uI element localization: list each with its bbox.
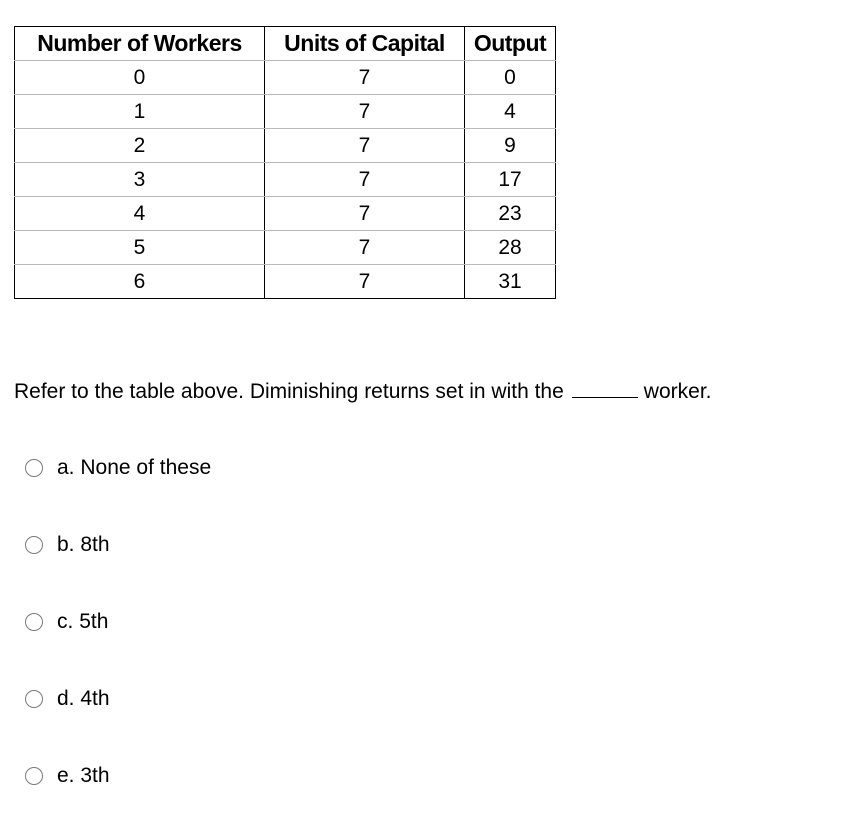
table-row: [15, 95, 556, 129]
question-text: [14, 379, 711, 404]
cell-capital: 7: [265, 61, 465, 95]
option-d[interactable]: [25, 687, 110, 711]
header-units-of-capital: Units of Capital: [265, 27, 465, 61]
cell-capital: 7: [265, 95, 465, 129]
cell-capital: 7: [265, 231, 465, 265]
option-letter: e.: [57, 764, 75, 787]
cell-workers: 5: [15, 231, 265, 265]
option-e[interactable]: [25, 764, 110, 788]
cell-workers: 2: [15, 129, 265, 163]
question-suffix: worker.: [643, 380, 712, 403]
option-letter: b.: [57, 533, 75, 556]
option-d-label: [57, 687, 110, 711]
option-text: 5th: [79, 610, 109, 633]
question-prefix: Refer to the table above. Diminishing returns set in with the: [14, 380, 564, 403]
cell-output: 0: [465, 61, 556, 95]
cell-capital: 7: [265, 197, 465, 231]
option-text: 3th: [80, 764, 110, 787]
answer-blank: [572, 379, 638, 398]
cell-output: 23: [465, 197, 556, 231]
cell-workers: 3: [15, 163, 265, 197]
option-letter: d.: [57, 687, 75, 710]
radio-button-c[interactable]: [25, 613, 43, 631]
table-row: [15, 231, 556, 265]
cell-workers: 6: [15, 265, 265, 299]
table-row: [15, 197, 556, 231]
cell-output: 4: [465, 95, 556, 129]
header-number-of-workers: Number of Workers: [15, 27, 265, 61]
cell-output: 31: [465, 265, 556, 299]
radio-button-e[interactable]: [25, 767, 43, 785]
option-c[interactable]: [25, 610, 108, 634]
header-output: Output: [465, 27, 556, 61]
option-text: 4th: [80, 687, 110, 710]
option-letter: a.: [57, 456, 75, 479]
table-row: [15, 265, 556, 299]
radio-button-b[interactable]: [25, 536, 43, 554]
radio-button-a[interactable]: [25, 459, 43, 477]
option-b[interactable]: [25, 533, 110, 557]
cell-capital: 7: [265, 265, 465, 299]
cell-output: 28: [465, 231, 556, 265]
option-a[interactable]: [25, 456, 211, 480]
cell-capital: 7: [265, 163, 465, 197]
option-c-label: [57, 610, 108, 634]
table-row: [15, 163, 556, 197]
option-e-label: [57, 764, 110, 788]
table-header-row: [15, 27, 556, 61]
option-text: 8th: [80, 533, 110, 556]
cell-capital: 7: [265, 129, 465, 163]
cell-output: 17: [465, 163, 556, 197]
cell-output: 9: [465, 129, 556, 163]
cell-workers: 4: [15, 197, 265, 231]
cell-workers: 0: [15, 61, 265, 95]
option-b-label: [57, 533, 110, 557]
cell-workers: 1: [15, 95, 265, 129]
table-row: [15, 61, 556, 95]
radio-button-d[interactable]: [25, 690, 43, 708]
option-text: None of these: [80, 456, 212, 479]
option-letter: c.: [57, 610, 74, 633]
option-a-label: [57, 456, 211, 480]
table-row: [15, 129, 556, 163]
production-table: [14, 26, 556, 299]
